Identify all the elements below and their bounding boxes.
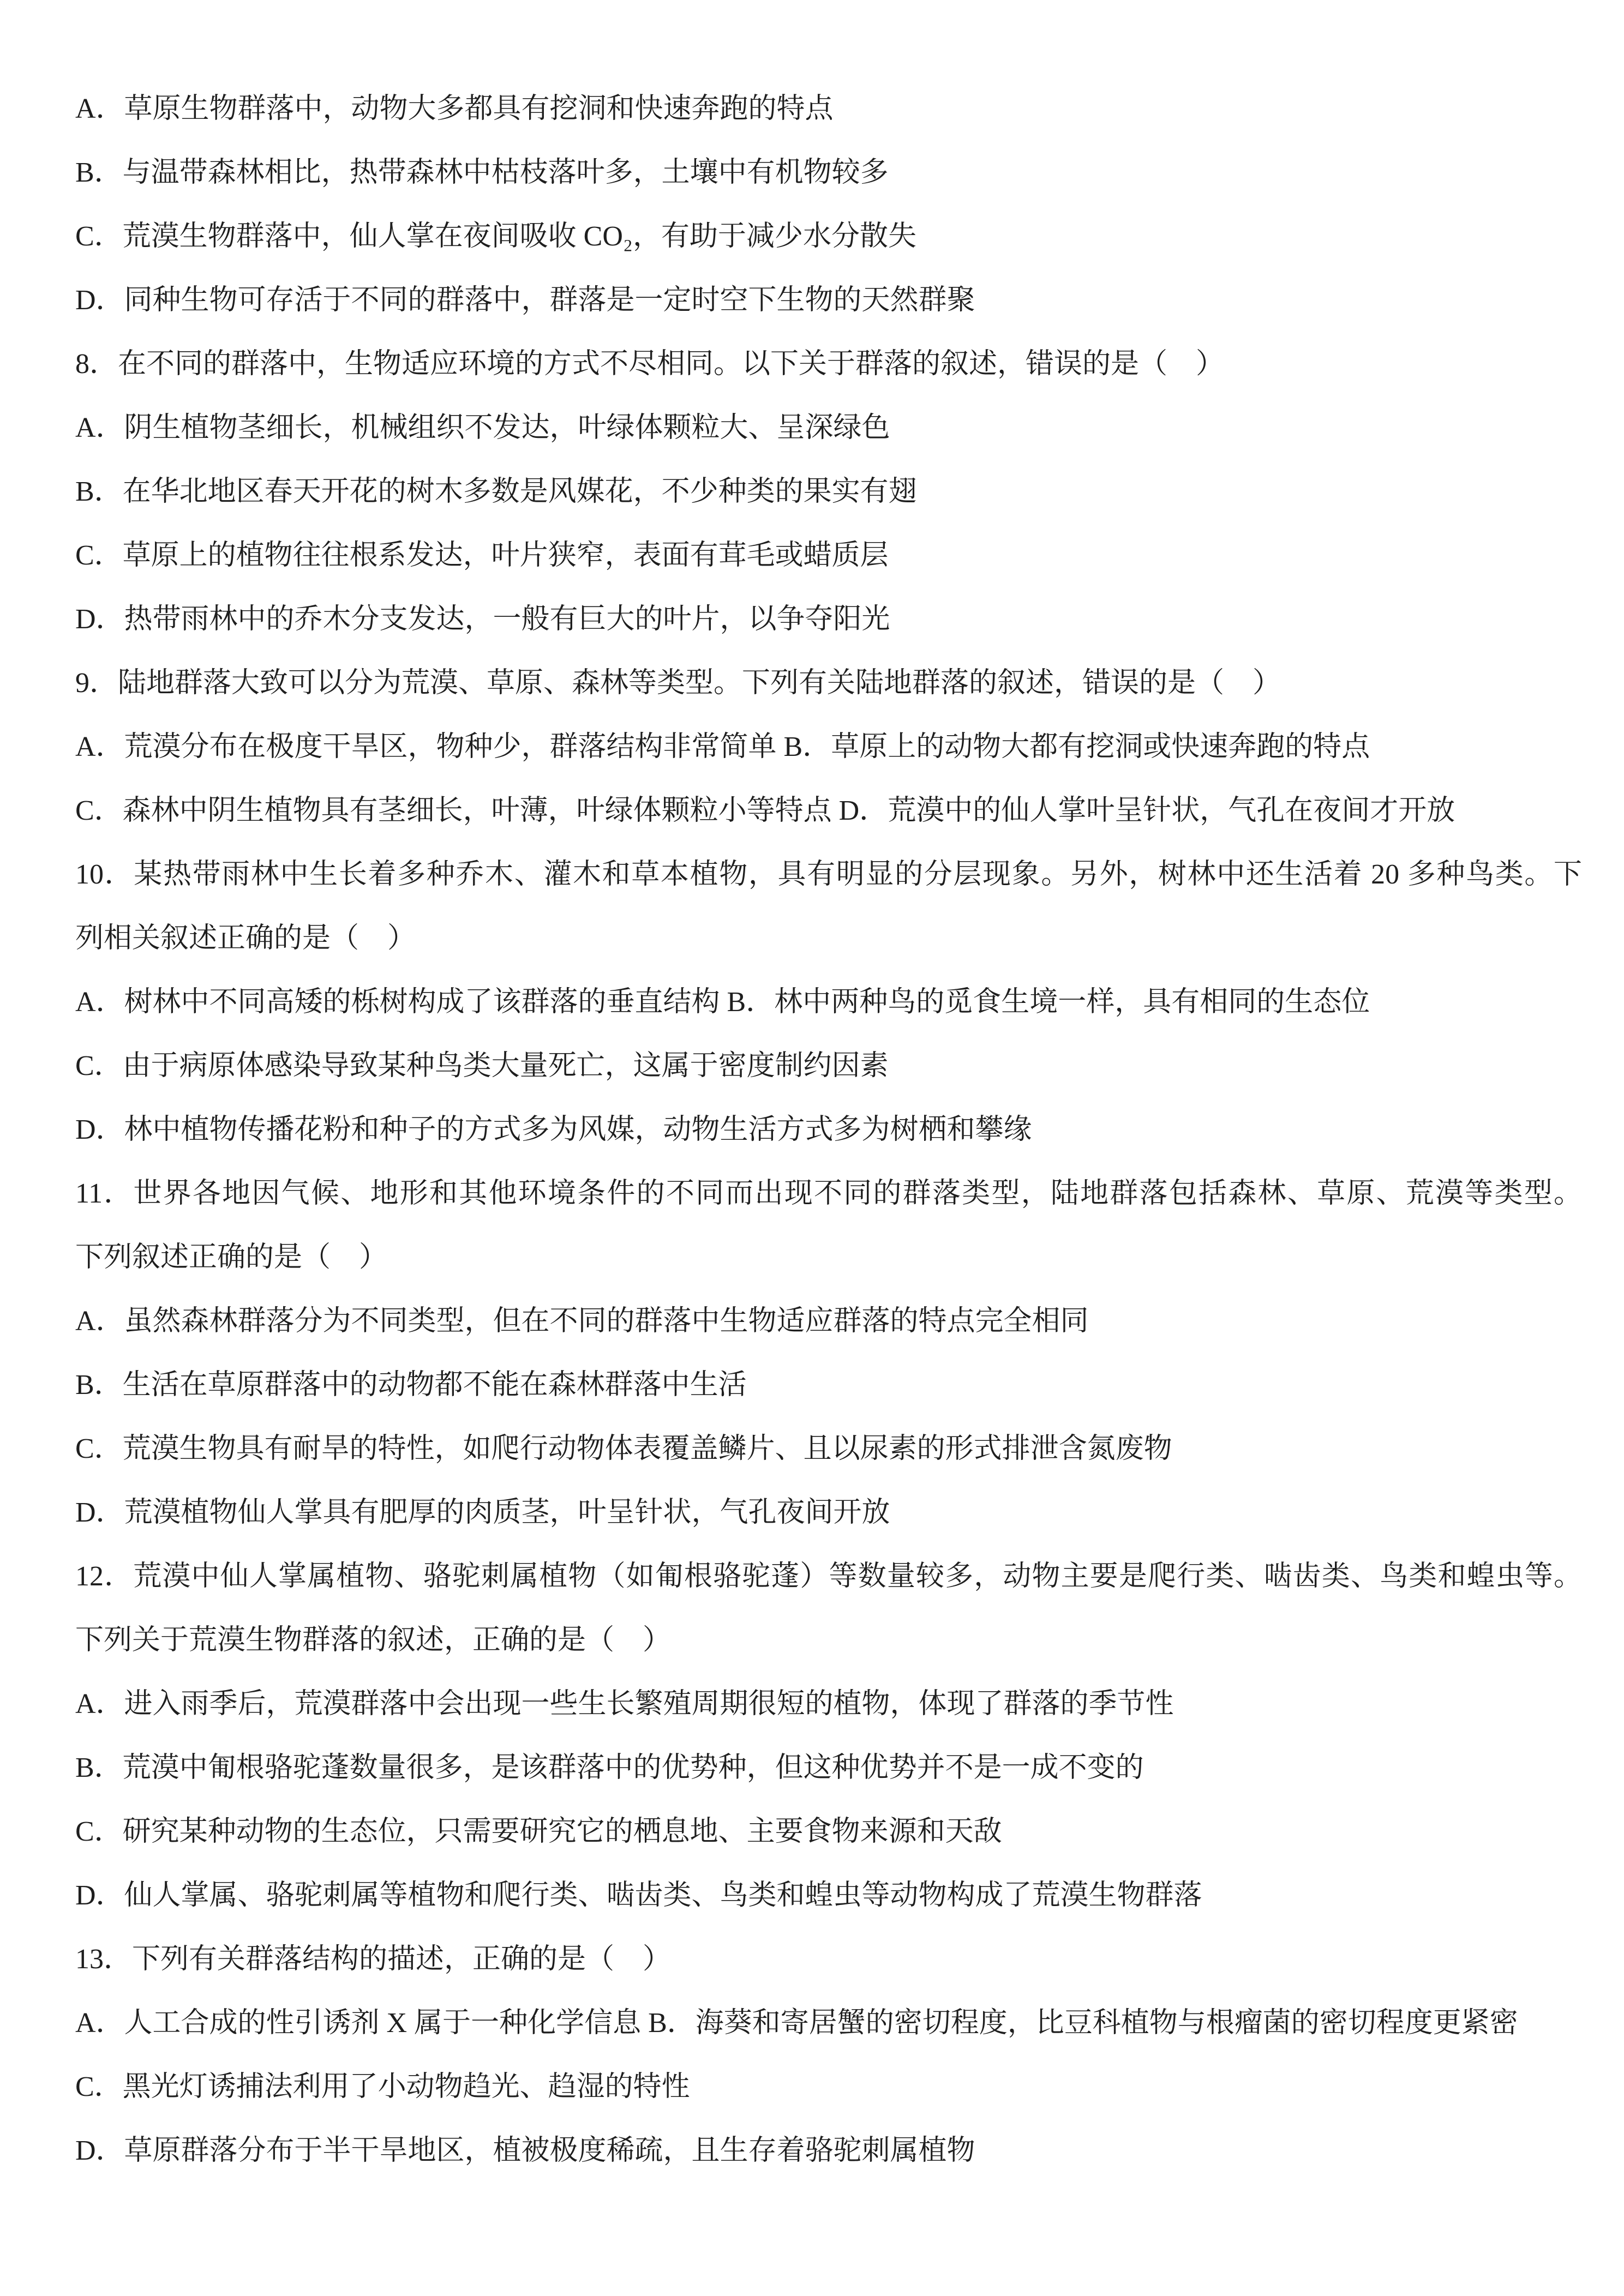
exam-line: C．黑光灯诱捕法利用了小动物趋光、趋湿的特性 — [75, 2071, 690, 2102]
exam-line: B．在华北地区春天开花的树木多数是风媒花，不少种类的果实有翅 — [75, 476, 917, 507]
exam-line: 12．荒漠中仙人掌属植物、骆驼刺属植物（如匍根骆驼蓬）等数量较多，动物主要是爬行类、啮齿类、鸟类和蝗虫等。 — [75, 1561, 1582, 1592]
exam-line: 下列关于荒漠生物群落的叙述，正确的是（ ） — [75, 1625, 672, 1656]
exam-line: 列相关叙述正确的是（ ） — [75, 923, 416, 954]
exam-line: C．研究某种动物的生态位，只需要研究它的栖息地、主要食物来源和天敌 — [75, 1816, 1002, 1847]
exam-line: 10．某热带雨林中生长着多种乔木、灌木和草本植物，具有明显的分层现象。另外，树林中还生活着 20 多种鸟类。下 — [75, 859, 1582, 890]
exam-line: B．生活在草原群落中的动物都不能在森林群落中生活 — [75, 1369, 747, 1401]
exam-line: 8．在不同的群落中，生物适应环境的方式不尽相同。以下关于群落的叙述，错误的是（ ） — [75, 348, 1225, 380]
exam-line: B．与温带森林相比，热带森林中枯枝落叶多，土壤中有机物较多 — [75, 157, 889, 188]
exam-line: A．荒漠分布在极度干旱区，物种少，群落结构非常简单 B．草原上的动物大都有挖洞或快速奔跑的特点 — [75, 731, 1370, 762]
exam-line: 13．下列有关群落结构的描述，正确的是（ ） — [75, 1944, 672, 1975]
exam-line: C．森林中阴生植物具有茎细长，叶薄，叶绿体颗粒小等特点 D．荒漠中的仙人掌叶呈针状，气孔在夜间才开放 — [75, 795, 1455, 826]
exam-line: 9．陆地群落大致可以分为荒漠、草原、森林等类型。下列有关陆地群落的叙述，错误的是（ ） — [75, 668, 1281, 699]
exam-line: D．林中植物传播花粉和种子的方式多为风媒，动物生活方式多为树栖和攀缘 — [75, 1114, 1032, 1145]
exam-line: D．仙人掌属、骆驼刺属等植物和爬行类、啮齿类、鸟类和蝗虫等动物构成了荒漠生物群落 — [75, 1880, 1202, 1911]
exam-line: D．草原群落分布于半干旱地区，植被极度稀疏，且生存着骆驼刺属植物 — [75, 2135, 975, 2166]
exam-line: C．由于病原体感染导致某种鸟类大量死亡，这属于密度制约因素 — [75, 1050, 889, 1081]
exam-line: C．荒漠生物群落中，仙人掌在夜间吸收 CO₂，有助于减少水分散失 — [75, 221, 917, 252]
exam-line: C．草原上的植物往往根系发达，叶片狭窄，表面有茸毛或蜡质层 — [75, 540, 889, 571]
exam-line: A．阴生植物茎细长，机械组织不发达，叶绿体颗粒大、呈深绿色 — [75, 412, 890, 443]
exam-line: 下列叙述正确的是（ ） — [75, 1242, 388, 1273]
exam-line: A．虽然森林群落分为不同类型，但在不同的群落中生物适应群落的特点完全相同 — [75, 1306, 1089, 1337]
exam-lines — [75, 77, 1582, 2183]
exam-line: D．同种生物可存活于不同的群落中，群落是一定时空下生物的天然群聚 — [75, 285, 975, 316]
exam-line: A．草原生物群落中，动物大多都具有挖洞和快速奔跑的特点 — [75, 93, 834, 124]
exam-line: C．荒漠生物具有耐旱的特性，如爬行动物体表覆盖鳞片、且以尿素的形式排泄含氮废物 — [75, 1433, 1172, 1464]
exam-line: A．树林中不同高矮的栎树构成了该群落的垂直结构 B．林中两种鸟的觅食生境一样，具有相同的生态位 — [75, 987, 1370, 1018]
exam-line: 11．世界各地因气候、地形和其他环境条件的不同而出现不同的群落类型，陆地群落包括森林、草原、荒漠等类型。 — [75, 1178, 1582, 1209]
exam-line: B．荒漠中匍根骆驼蓬数量很多，是该群落中的优势种，但这种优势并不是一成不变的 — [75, 1752, 1144, 1783]
exam-line: D．热带雨林中的乔木分支发达，一般有巨大的叶片，以争夺阳光 — [75, 604, 890, 635]
exam-line: A．人工合成的性引诱剂 X 属于一种化学信息 B．海葵和寄居蟹的密切程度，比豆科植物与根瘤菌的密切程度更紧密 — [75, 2008, 1518, 2039]
exam-line: D．荒漠植物仙人掌具有肥厚的肉质茎，叶呈针状，气孔夜间开放 — [75, 1497, 890, 1528]
exam-line: A．进入雨季后，荒漠群落中会出现一些生长繁殖周期很短的植物，体现了群落的季节性 — [75, 1688, 1174, 1720]
